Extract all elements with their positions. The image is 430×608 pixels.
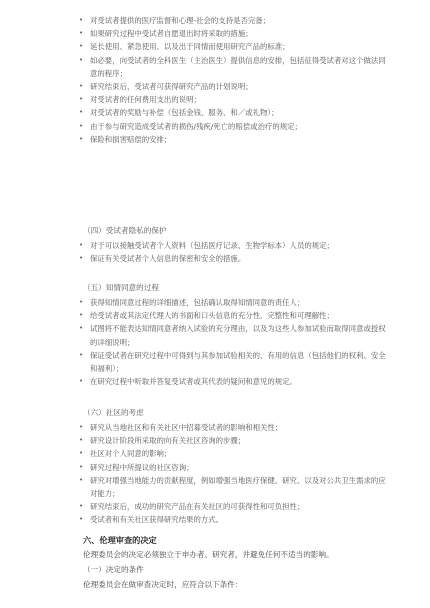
list-item-text: 研究从当地社区和有关社区中招募受试者的影响和相关性； (90, 423, 283, 432)
bullet-dot-icon: • (79, 29, 84, 38)
bullet-dot-icon: • (79, 436, 84, 445)
paragraph-independence: 伦理委员会的决定必须独立于申办者、研究者，并避免任何不适当的影响。 (83, 550, 334, 559)
bullet-dot-icon: • (79, 95, 84, 104)
list-item (0, 309, 430, 322)
list-item-text: 保证有关受试者个人信息的保密和安全的措施。 (90, 254, 246, 264)
list-item (0, 447, 430, 460)
bullet-dot-icon: • (79, 55, 84, 64)
list-item-text: 研究对增强当地能力的贡献程度，例如增强当地医疗保健、研究、以及对公共卫生需求的应对能力； (90, 475, 386, 499)
sub-heading-conditions: （一）决定的条件 (83, 565, 144, 574)
list-item (0, 40, 430, 53)
bullet-dot-icon: • (79, 515, 84, 524)
list-item-text: 研究过程中所提议的社区咨询； (90, 462, 194, 472)
list-item-text: 延长使用、紧急使用、以及出于同情而使用研究产品的标准； (90, 42, 290, 52)
list-item (0, 133, 430, 146)
list-item (0, 93, 430, 106)
bullet-dot-icon: • (79, 350, 84, 359)
list-item (0, 500, 430, 513)
list-item-text: 保险和损害赔偿的安排； (90, 134, 172, 144)
list-item (0, 421, 430, 434)
list-item (0, 14, 430, 27)
paragraph-conditions: 伦理委员会在做审查决定时，应符合以下条件： (83, 580, 243, 589)
bullet-dot-icon: • (79, 108, 84, 117)
list-item-text: 对受试者的奖励与补偿（包括金钱、服务、和／或礼物）； (90, 108, 279, 118)
bullet-dot-icon: • (79, 311, 84, 320)
section-heading-consent: （五）知情同意的过程 (83, 283, 159, 292)
bullet-dot-icon: • (79, 475, 84, 484)
bullet-dot-icon: • (79, 241, 84, 249)
bullet-dot-icon: • (79, 423, 84, 431)
list-item-text: 研究设计阶段所采取的向有关社区咨询的步骤； (90, 436, 246, 446)
bullet-list-community (0, 421, 430, 527)
list-item-text: 社区对个人同意的影响； (90, 449, 172, 459)
bullet-dot-icon: • (79, 42, 84, 51)
bullet-list (0, 14, 430, 146)
list-item (0, 252, 430, 265)
list-item (0, 375, 430, 388)
bullet-list (0, 296, 430, 388)
bullet-dot-icon: • (79, 449, 84, 458)
list-item (0, 27, 430, 40)
list-item-text: 研究结束后，成功的研究产品在有关社区的可获得性和可负担性； (90, 502, 305, 512)
list-item-text: 如必要，向受试者的全科医生（主治医生）提供信息的安排，包括征得受试者对这个做法同意的程序； (90, 55, 386, 78)
list-item (0, 54, 430, 80)
bullet-dot-icon: • (79, 324, 84, 333)
section-heading-community: （六）社区的考虑 (83, 408, 144, 417)
list-item (0, 474, 430, 500)
list-item (0, 239, 430, 252)
bullet-dot-icon: • (79, 121, 84, 130)
list-item-text: 对于可以接触受试者个人资料（包括医疗记录、生物学标本）人员的规定； (90, 241, 334, 250)
bullet-dot-icon: • (79, 134, 84, 143)
list-item-text: 给受试者或其法定代理人的书面和口头信息的充分性、完整性和可理解性； (90, 311, 334, 321)
list-item-text: 试图将不能表达知情同意者纳入试验的充分理由，以及为这些人参加试验而取得同意或授权的详细说明； (90, 324, 386, 347)
list-item-text: 对受试者的任何费用支出的说明； (90, 95, 201, 105)
bullet-dot-icon: • (79, 377, 84, 386)
bullet-dot-icon: • (79, 462, 84, 471)
list-item (0, 296, 430, 309)
list-item-text: 保证受试者在研究过程中可得到与其参加试验相关的、有用的信息（包括他们的权利、安全和福利）； (90, 350, 386, 374)
bullet-list-consent (0, 296, 430, 388)
list-item-text: 由于参与研究造成受试者的损伤/残疾/死亡的赔偿或治疗的规定； (90, 121, 302, 131)
list-item (0, 120, 430, 133)
list-item (0, 461, 430, 474)
bullet-dot-icon: • (79, 502, 84, 511)
list-item (0, 513, 430, 526)
bullet-list (0, 421, 430, 527)
list-item (0, 322, 430, 348)
bullet-dot-icon: • (79, 298, 84, 306)
list-item-text: 对受试者提供的医疗监督和心理-社会的支持是否完备； (90, 16, 271, 25)
list-item (0, 80, 430, 93)
list-item-text: 在研究过程中听取并答复受试者或其代表的疑问和意见的规定。 (90, 377, 297, 387)
list-item-text: 研究结束后，受试者可获得研究产品的计划说明； (90, 82, 253, 92)
bullet-dot-icon: • (79, 254, 84, 263)
list-item-text: 如果研究过程中受试者自愿退出时将采取的措施； (90, 29, 253, 39)
part-title-ethics-decision: 六、伦理审查的决定 (83, 535, 157, 545)
bullet-list (0, 239, 430, 265)
list-item (0, 349, 430, 375)
section-heading-privacy: （四）受试者隐私的保护 (83, 226, 167, 235)
list-item-text: 受试者和有关社区获得研究结果的方式。 (90, 515, 224, 525)
list-item (0, 434, 430, 447)
bullet-list-privacy (0, 239, 430, 265)
bullet-list-review-items (0, 14, 430, 146)
bullet-dot-icon: • (79, 82, 84, 91)
bullet-dot-icon: • (79, 16, 84, 24)
list-item (0, 106, 430, 119)
list-item-text: 获得知情同意过程的详细描述，包括确认取得知情同意的责任人； (90, 298, 305, 307)
